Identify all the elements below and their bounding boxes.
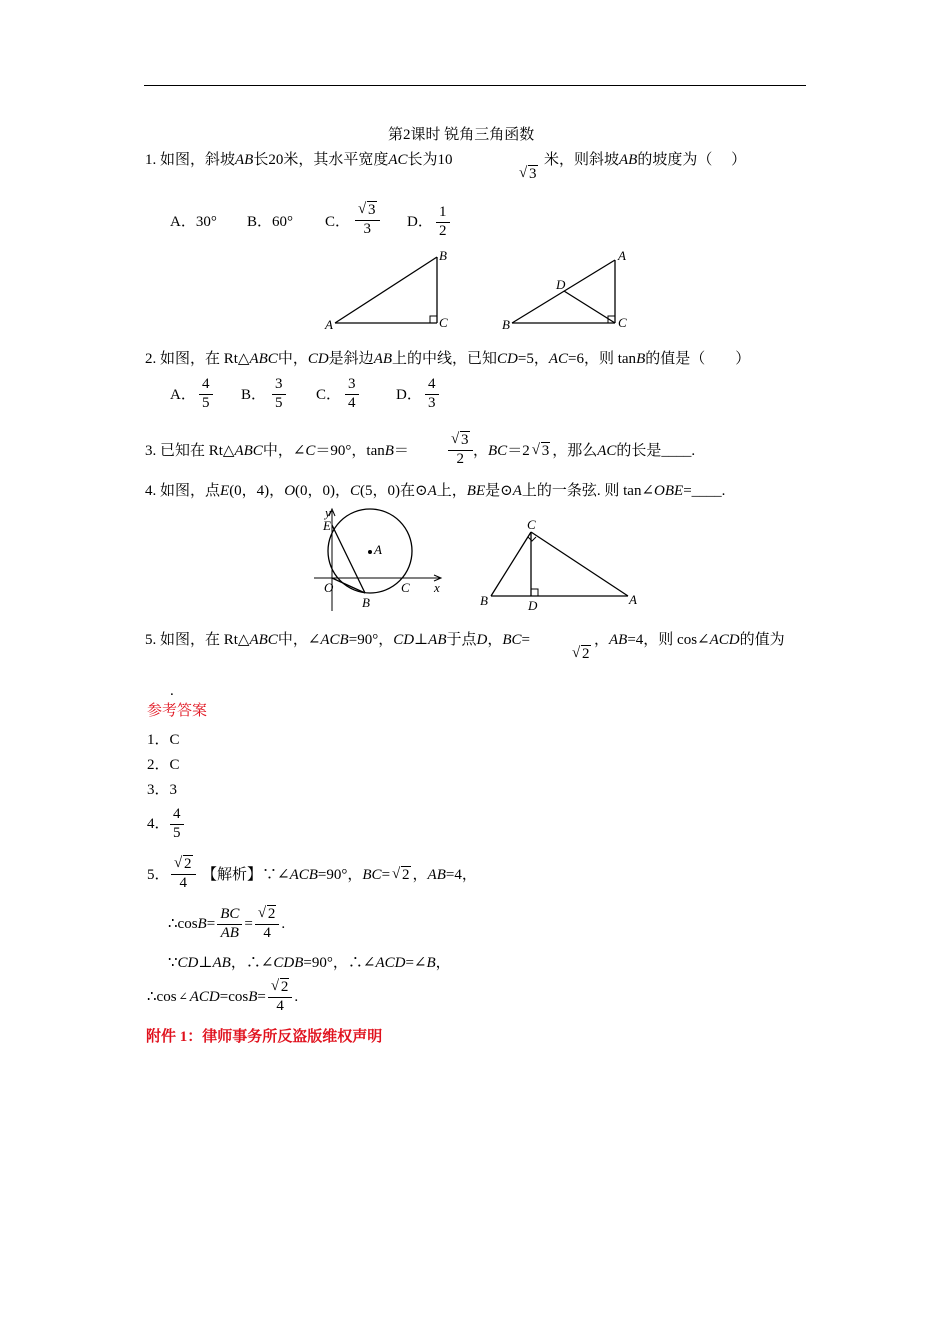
fig1-label-c: C [439, 315, 448, 330]
figure-1-slope-triangle [320, 245, 455, 335]
appendix-link[interactable]: 附件 1：律师事务所反盗版维权声明 [146, 1029, 383, 1045]
answer-4: 4． [147, 816, 170, 832]
answer-2: 2．C [147, 757, 180, 773]
answers-heading: 参考答案 [147, 703, 208, 719]
figure-3-circle [312, 503, 447, 616]
q1-option-c-frac: √ $\frac{3}{3}$ [353, 202, 382, 239]
answer-5-line-2: ∴cosB= $\frac{BC}{AB}$ = √ $\frac{2}{4}$ . [168, 906, 285, 943]
fig2-label-b: B [502, 317, 510, 332]
question-5-cont: ，AB=4，则 cos∠ACD的值为 [594, 632, 785, 648]
fig3-label-c: C [401, 580, 410, 595]
fig3-label-a: A [374, 542, 382, 557]
fig2-label-d: D [556, 277, 566, 292]
page-title: 第2课时 锐角三角函数 [388, 127, 535, 143]
question-1: 1. 如图，斜坡AB长20米，其水平宽度AC长为10 [145, 152, 453, 168]
answer-5-line-4: ∴cos ∠ ACD=cosB= √ $\frac{2}{4}$ . [147, 979, 298, 1016]
q1-option-d: D． [407, 214, 433, 230]
question-2: 2. 如图，在 Rt△ABC中，CD是斜边AB上的中线，已知CD=5，AC=6，则 tanB的值是（ ） [145, 351, 751, 367]
fig4-label-b: B [480, 593, 488, 608]
q1-option-b: B．60° [247, 214, 294, 230]
fig4-label-a: A [629, 592, 637, 607]
question-3: 3. 已知在 Rt△ABC中，∠C＝90°，tanB＝ [145, 443, 409, 459]
fig2-label-a: A [618, 248, 626, 263]
fig1-label-a: A [325, 317, 333, 332]
answer-5-frac: √ $\frac{2}{4}$ [169, 856, 198, 893]
figure-4-altitude-triangle [478, 516, 643, 614]
answer-5-line-1: 【解析】∵∠ACB=90°，BC=√ 2 ，AB=4， [202, 868, 477, 883]
question-3-cont: ，BC＝2√ 3 ，那么AC的长是____. [473, 444, 695, 459]
q2-option-b: B． [241, 387, 267, 403]
figure-2-median-triangle [500, 245, 635, 335]
q2-option-c: C． [316, 387, 342, 403]
fig3-label-b: B [362, 595, 370, 610]
fig1-label-b: B [439, 248, 447, 263]
q5-sqrt2: √ 2 [572, 647, 591, 662]
question-5: 5. 如图，在 Rt△ABC中，∠ACB=90°，CD⊥AB于点D，BC= [145, 632, 530, 648]
answer-1: 1．C [147, 732, 180, 748]
q1-option-d-frac: $\frac{1}{2}$ [434, 204, 452, 241]
fig2-label-c: C [618, 315, 627, 330]
header-rule [144, 85, 806, 86]
fig3-label-y: y [325, 505, 331, 520]
q2-option-a-frac: $\frac{4}{5}$ [197, 376, 215, 413]
question-1-cont: 米，则斜坡AB的坡度为（ ） [544, 152, 747, 168]
fig4-label-c: C [527, 517, 536, 532]
answer-5-label: 5． [147, 867, 170, 883]
fig3-label-x: x [434, 580, 440, 595]
answer-4-frac: $\frac{4}{5}$ [168, 806, 186, 843]
q5-blank-dot: . [170, 683, 174, 699]
q2-option-d: D． [396, 387, 422, 403]
q1-option-a: A．30° [170, 214, 217, 230]
q1-sqrt3: √ 3 [519, 167, 538, 182]
q2-option-a: A． [170, 387, 196, 403]
q2-option-b-frac: $\frac{3}{5}$ [270, 376, 288, 413]
q2-option-d-frac: $\frac{4}{3}$ [423, 376, 441, 413]
fig4-label-d: D [528, 598, 538, 613]
fig3-label-e: E [323, 518, 331, 533]
answer-3: 3．3 [147, 782, 178, 798]
fig3-label-o: O [324, 580, 334, 595]
question-4: 4. 如图，点E(0，4)，O(0，0)，C(5，0)在⊙A上，BE是⊙A上的一条弦. 则 tan∠OBE=____. [145, 483, 726, 499]
q3-frac: √ $\frac{3}{2}$ [446, 432, 475, 469]
q2-option-c-frac: $\frac{3}{4}$ [343, 376, 361, 413]
q1-option-c: C． [325, 214, 351, 230]
answer-5-line-3: ∵CD⊥AB，∴∠CDB=90°，∴∠ACD=∠B， [168, 955, 451, 971]
